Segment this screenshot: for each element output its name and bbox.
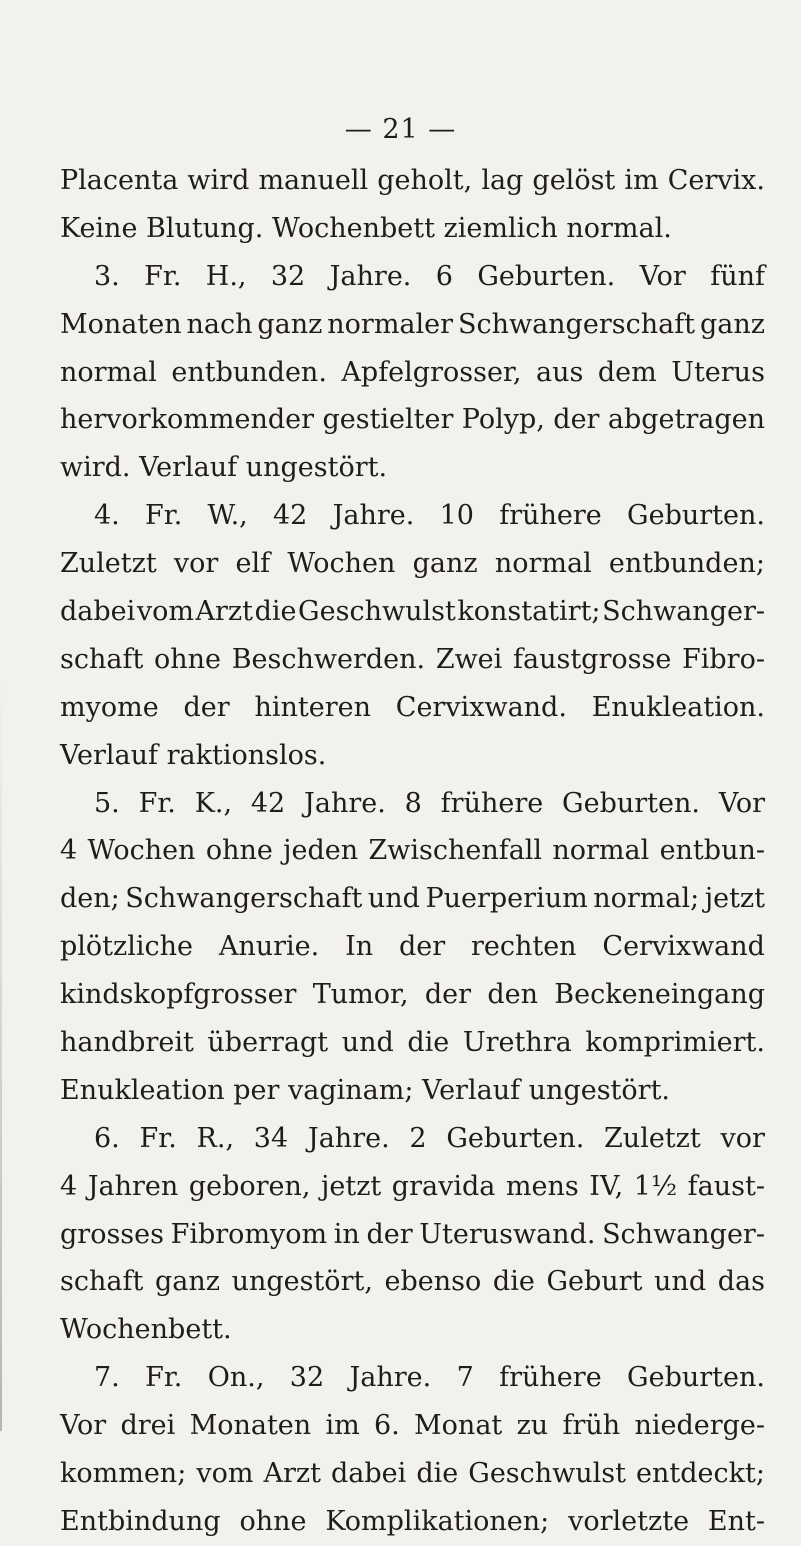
text-line: Zuletzt vor elf Wochen ganz normal entbunden; — [60, 548, 765, 580]
text-line: 4 Jahren geboren, jetzt gravida mens IV, 1½ faust- — [60, 1170, 765, 1202]
text-line: 3. Fr. H., 32 Jahre. 6 Geburten. Vor fünf — [94, 260, 765, 292]
text-line: 4 Wochen ohne jeden Zwischenfall normal entbun- — [60, 835, 765, 867]
text-line: Placenta wird manuell geholt, lag gelöst im Cervix. — [60, 165, 765, 196]
text-line: plötzliche Anurie. In der rechten Cervixwand — [60, 931, 765, 963]
page-number: — 21 — — [344, 114, 457, 145]
text-line: schaft ganz ungestört, ebenso die Geburt und das — [60, 1266, 765, 1298]
text-line: kommen; vom Arzt dabei die Geschwulst entdeckt; — [60, 1458, 765, 1490]
text-line: Enukleation per vaginam; Verlauf ungestört. — [60, 1074, 671, 1106]
text-line: den; Schwangerschaft und Puerperium normal; jetzt — [60, 883, 765, 915]
page-edge-shadow — [0, 680, 2, 1431]
text-line: Wochenbett. — [60, 1314, 232, 1346]
body-text — [60, 157, 765, 1546]
text-line: wird. Verlauf ungestört. — [60, 452, 388, 484]
text-line: kindskopfgrosser Tumor, der den Beckeneingang — [60, 979, 765, 1011]
text-line: 6. Fr. R., 34 Jahre. 2 Geburten. Zuletzt vor — [94, 1122, 765, 1154]
text-line: myome der hinteren Cervixwand. Enukleation. — [60, 691, 765, 723]
text-line: normal entbunden. Apfelgrosser, aus dem Uterus — [60, 356, 765, 388]
text-line: Entbindung ohne Komplikationen; vorletzte Ent- — [60, 1505, 765, 1537]
text-line: Vor drei Monaten im 6. Monat zu früh niederge- — [60, 1410, 765, 1442]
text-line: Verlauf raktionslos. — [60, 739, 327, 771]
text-line: hervorkommender gestielter Polyp, der abgetragen — [60, 404, 765, 436]
text-line: 5. Fr. K., 42 Jahre. 8 frühere Geburten. Vor — [94, 787, 765, 819]
text-line: 4. Fr. W., 42 Jahre. 10 frühere Geburten. — [94, 500, 765, 532]
text-line: dabei vom Arzt die Geschwulst konstatirt; Schwanger- — [60, 596, 765, 628]
text-line: grosses Fibromyom in der Uteruswand. Schwanger- — [60, 1218, 765, 1250]
text-line: Keine Blutung. Wochenbett ziemlich normal. — [60, 212, 672, 244]
text-line: schaft ohne Beschwerden. Zwei faustgrosse Fibro- — [60, 643, 765, 675]
text-line: 7. Fr. On., 32 Jahre. 7 frühere Geburten. — [94, 1362, 765, 1394]
text-line: Monaten nach ganz normaler Schwangerschaft ganz — [60, 308, 765, 340]
text-line: handbreit überragt und die Urethra komprimiert. — [60, 1027, 765, 1059]
